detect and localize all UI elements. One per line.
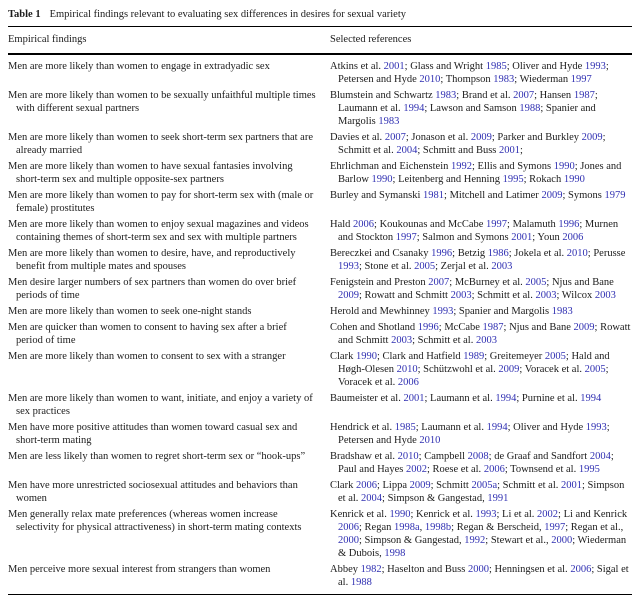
citation-year-link[interactable]: 2010 bbox=[566, 248, 588, 259]
reference-text: ; Schmitt bbox=[430, 480, 472, 491]
citation-year-link[interactable]: 1994 bbox=[580, 393, 602, 404]
reference-text: ; Townsend et al. bbox=[504, 464, 579, 475]
citation-year-link[interactable]: 1993 bbox=[432, 306, 454, 317]
reference-text: ; Ellis and Symons bbox=[472, 161, 554, 172]
citation-year-link[interactable]: 1989 bbox=[463, 351, 485, 362]
table-row bbox=[8, 420, 632, 449]
reference-text: ; Kenrick et al. bbox=[410, 509, 476, 520]
reference-text: ; Laumann et al. bbox=[424, 393, 496, 404]
finding-cell: Men are quicker than women to consent to having sex after a brief period of time bbox=[8, 322, 287, 346]
references-cell bbox=[330, 54, 632, 88]
citation-year-link[interactable]: 1996 bbox=[558, 219, 580, 230]
citation-year-link[interactable]: 1983 bbox=[493, 74, 515, 85]
table-row bbox=[8, 217, 632, 246]
reference-text: ; Jokela et al. bbox=[508, 248, 567, 259]
citation-year-link[interactable]: 2003 bbox=[475, 335, 497, 346]
table-row bbox=[8, 188, 632, 217]
reference-text: ; Leitenberg and Henning bbox=[392, 174, 503, 185]
reference-text: ; Hald and Høgh-Olesen bbox=[338, 351, 610, 375]
reference-text: ; Clark and Hatfield bbox=[376, 351, 464, 362]
citation-year-link[interactable]: 1990 bbox=[563, 174, 585, 185]
citation-year-link[interactable]: 1998 bbox=[384, 548, 406, 559]
table-caption-text: Empirical findings relevant to evaluating sex differences in desires for sexual variety bbox=[49, 9, 406, 20]
reference-text: ; Laumann et al. bbox=[338, 90, 598, 114]
citation-year-link[interactable]: 2007 bbox=[384, 132, 406, 143]
reference-text: ; Brand et al. bbox=[456, 90, 514, 101]
citation-year-link[interactable]: 2010 bbox=[396, 364, 418, 375]
reference-text: ; Betzig bbox=[452, 248, 488, 259]
references-cell bbox=[330, 420, 632, 449]
finding-cell: Men are more likely than women to engage in extradyadic sex bbox=[8, 61, 270, 72]
reference-text: Hendrick et al. bbox=[330, 422, 395, 433]
citation-year-link[interactable]: 2006 bbox=[397, 377, 419, 388]
citation-year-link[interactable]: 2000 bbox=[467, 564, 489, 575]
reference-text: ; Youn bbox=[532, 232, 563, 243]
citation-year-link[interactable]: 1987 bbox=[482, 322, 504, 333]
finding-cell: Men generally relax mate preferences (whereas women increase selectivity for physical attractiveness) in short-term mating contexts bbox=[8, 509, 302, 533]
reference-text: Clark bbox=[330, 351, 356, 362]
table-row bbox=[8, 349, 632, 391]
reference-text: Fenigstein and Preston bbox=[330, 277, 429, 288]
citation-year-link[interactable]: 1983 bbox=[435, 90, 457, 101]
table-row bbox=[8, 275, 632, 304]
reference-text: ; Zerjal et al. bbox=[435, 261, 492, 272]
references-cell bbox=[330, 304, 632, 320]
citation-year-link[interactable]: 1997 bbox=[486, 219, 508, 230]
reference-text: ; Simpson & Gangestad, bbox=[359, 535, 465, 546]
reference-text: ; Regan bbox=[359, 522, 394, 533]
table-row bbox=[8, 88, 632, 130]
reference-text: ; Roese et al. bbox=[426, 464, 484, 475]
reference-text: ; Schmitt et al. bbox=[497, 480, 562, 491]
finding-cell: Men perceive more sexual interest from strangers than women bbox=[8, 564, 271, 575]
citation-year-link[interactable]: 1996 bbox=[431, 248, 453, 259]
table-row bbox=[8, 130, 632, 159]
citation-year-link[interactable]: 2001 bbox=[403, 393, 425, 404]
finding-cell: Men are more likely than women to want, initiate, and enjoy a variety of sex practices bbox=[8, 393, 313, 417]
citation-year-link[interactable]: 2000 bbox=[338, 535, 359, 546]
reference-text: Baumeister et al. bbox=[330, 393, 404, 404]
citation-year-link[interactable]: 1990 bbox=[355, 351, 377, 362]
citation-year-link[interactable]: 2004 bbox=[589, 451, 611, 462]
citation-year-link[interactable]: 1992 bbox=[464, 535, 486, 546]
reference-text: ; Sigal et al. bbox=[338, 564, 629, 588]
reference-text: ; Mitchell and Latimer bbox=[444, 190, 542, 201]
table-body bbox=[8, 54, 632, 595]
reference-text: ; Regan et al., bbox=[565, 522, 624, 533]
reference-text: ; Njus and Bane bbox=[503, 322, 574, 333]
table-row bbox=[8, 478, 632, 507]
reference-text: ; Lawson and Samson bbox=[424, 103, 520, 114]
reference-text: Atkins et al. bbox=[330, 61, 384, 72]
reference-text: ; Malamuth bbox=[507, 219, 559, 230]
citation-year-link[interactable]: 1993 bbox=[475, 509, 497, 520]
reference-text: ; McBurney et al. bbox=[449, 277, 526, 288]
citation-year-link[interactable]: 1988 bbox=[350, 577, 372, 588]
finding-cell: Men desire larger numbers of sex partners than women do over brief periods of time bbox=[8, 277, 297, 301]
citation-year-link[interactable]: 2003 bbox=[391, 335, 413, 346]
references-cell bbox=[330, 188, 632, 217]
citation-year-link[interactable]: 2005a bbox=[471, 480, 498, 491]
citation-year-link[interactable]: 1990 bbox=[389, 509, 411, 520]
citation-year-link[interactable]: 2003 bbox=[450, 290, 472, 301]
citation-year-link[interactable]: 1979 bbox=[604, 190, 626, 201]
reference-text: ; Oliver and Hyde bbox=[507, 422, 586, 433]
references-cell bbox=[330, 320, 632, 349]
table-row bbox=[8, 159, 632, 188]
finding-cell: Men have more positive attitudes than women toward casual sex and short-term mating bbox=[8, 422, 298, 446]
citation-year-link[interactable]: 1993 bbox=[585, 422, 607, 433]
citation-year-link[interactable]: 2001 bbox=[511, 232, 533, 243]
citation-year-link[interactable]: 2004 bbox=[396, 145, 418, 156]
citation-year-link[interactable]: 2006 bbox=[562, 232, 584, 243]
citation-year-link[interactable]: 1983 bbox=[551, 306, 573, 317]
citation-year-link[interactable]: 2006 bbox=[483, 464, 505, 475]
reference-text: ; bbox=[520, 145, 523, 156]
citation-year-link[interactable]: 2006 bbox=[570, 564, 592, 575]
reference-text: Ehrlichman and Eichenstein bbox=[330, 161, 452, 172]
reference-text: ; Regan & Berscheid, bbox=[451, 522, 545, 533]
citation-year-link[interactable]: 2001 bbox=[383, 61, 405, 72]
table-row bbox=[8, 320, 632, 349]
reference-text: Herold and Mewhinney bbox=[330, 306, 433, 317]
citation-year-link[interactable]: 2002 bbox=[537, 509, 559, 520]
finding-cell: Men are more likely than women to have sexual fantasies involving short-term sex and multiple opposite-sex partners bbox=[8, 161, 293, 185]
reference-text: ; Glass and Wright bbox=[404, 61, 486, 72]
references-cell bbox=[330, 246, 632, 275]
citation-year-link[interactable]: 2004 bbox=[361, 493, 383, 504]
reference-text: Clark bbox=[330, 480, 356, 491]
citation-year-link[interactable]: 2005 bbox=[544, 351, 566, 362]
citation-year-link[interactable]: 2007 bbox=[428, 277, 450, 288]
reference-text: ; Schmitt et al. bbox=[471, 290, 536, 301]
reference-text: ; Schmitt et al. bbox=[412, 335, 476, 346]
citation-year-link[interactable]: 1993 bbox=[584, 61, 606, 72]
citation-year-link[interactable]: 2003 bbox=[491, 261, 513, 272]
citation-year-link[interactable]: 1995 bbox=[502, 174, 524, 185]
references-cell bbox=[330, 217, 632, 246]
reference-text: ; Li et al. bbox=[496, 509, 538, 520]
citation-year-link[interactable]: 1983 bbox=[378, 116, 400, 127]
citation-year-link[interactable]: 1997 bbox=[570, 74, 592, 85]
reference-text: ; Spanier and Margolis bbox=[453, 306, 552, 317]
citation-year-link[interactable]: 1985 bbox=[485, 61, 507, 72]
table-row bbox=[8, 54, 632, 88]
finding-cell: Men are more likely than women to pay for short-term sex with (male or female) prostitutes bbox=[8, 190, 314, 214]
reference-text: ; McCabe bbox=[438, 322, 483, 333]
reference-text: ; Salmon and Symons bbox=[416, 232, 512, 243]
reference-text: ; de Graaf and Sandfort bbox=[488, 451, 590, 462]
citation-year-link[interactable]: 2006 bbox=[353, 219, 375, 230]
reference-text: ; Koukounas and McCabe bbox=[374, 219, 487, 230]
citation-year-link[interactable]: 2000 bbox=[551, 535, 573, 546]
citation-year-link[interactable]: 1994 bbox=[495, 393, 517, 404]
reference-text: Burley and Symanski bbox=[330, 190, 424, 201]
reference-text: Abbey bbox=[330, 564, 361, 575]
citation-year-link[interactable]: 2006 bbox=[355, 480, 377, 491]
citation-year-link[interactable]: 1993 bbox=[338, 261, 359, 272]
reference-text: ; Li and Kenrick bbox=[558, 509, 628, 520]
reference-text: ; Rowatt and Schmitt bbox=[359, 290, 451, 301]
table-row bbox=[8, 304, 632, 320]
reference-text: ; Voracek et al. bbox=[519, 364, 585, 375]
reference-text: ; Schmitt and Buss bbox=[417, 145, 500, 156]
reference-text: Hald bbox=[330, 219, 354, 230]
reference-text: Blumstein and Schwartz bbox=[330, 90, 436, 101]
citation-year-link[interactable]: 2001 bbox=[499, 145, 521, 156]
table-row bbox=[8, 507, 632, 562]
citation-year-link[interactable]: 2010 bbox=[419, 435, 441, 446]
reference-text: ; Wiederman & Dubois, bbox=[338, 535, 627, 559]
references-cell bbox=[330, 449, 632, 478]
reference-text: ; Wilcox bbox=[556, 290, 595, 301]
reference-text: ; Campbell bbox=[418, 451, 468, 462]
reference-text: ; Hansen bbox=[534, 90, 574, 101]
column-header-selected-references: Selected references bbox=[330, 27, 632, 54]
finding-cell: Men are more likely than women to seek short-term sex partners that are already married bbox=[8, 132, 313, 156]
citation-year-link[interactable]: 2001 bbox=[561, 480, 583, 491]
citation-year-link[interactable]: 1996 bbox=[417, 322, 439, 333]
citation-year-link[interactable]: 2006 bbox=[338, 522, 359, 533]
citation-year-link[interactable]: 2002 bbox=[405, 464, 427, 475]
finding-cell: Men are more likely than women to enjoy sexual magazines and videos containing themes of short-term sex and sex with multiple partners bbox=[8, 219, 309, 243]
reference-text: ; Wiederman bbox=[514, 74, 571, 85]
table-row bbox=[8, 562, 632, 595]
citation-year-link[interactable]: 1985 bbox=[394, 422, 416, 433]
reference-text: Kenrick et al. bbox=[330, 509, 390, 520]
reference-text: ; Laumann et al. bbox=[415, 422, 487, 433]
reference-text: Cohen and Shotland bbox=[330, 322, 418, 333]
reference-text: ; Simpson & Gangestad, bbox=[382, 493, 488, 504]
reference-text: ; Oliver and Hyde bbox=[506, 61, 585, 72]
column-header-empirical-findings: Empirical findings bbox=[8, 27, 330, 54]
reference-text: , bbox=[419, 522, 425, 533]
citation-year-link[interactable]: 2003 bbox=[535, 290, 557, 301]
reference-text: ; Perusse bbox=[587, 248, 626, 259]
reference-text: ; Spanier and Margolis bbox=[338, 103, 596, 127]
reference-text: ; Stewart et al., bbox=[485, 535, 552, 546]
reference-text: ; Greitemeyer bbox=[484, 351, 545, 362]
references-cell bbox=[330, 507, 632, 562]
reference-text: ; Thompson bbox=[440, 74, 494, 85]
table-row bbox=[8, 391, 632, 420]
reference-text: ; Rokach bbox=[523, 174, 564, 185]
references-cell bbox=[330, 130, 632, 159]
references-cell bbox=[330, 159, 632, 188]
header-row bbox=[8, 27, 632, 54]
reference-text: ; Haselton and Buss bbox=[381, 564, 468, 575]
table-row bbox=[8, 449, 632, 478]
citation-year-link[interactable]: 1994 bbox=[403, 103, 425, 114]
citation-year-link[interactable]: 2003 bbox=[594, 290, 616, 301]
table-row bbox=[8, 246, 632, 275]
citation-year-link[interactable]: 1998a bbox=[394, 522, 420, 533]
citation-year-link[interactable]: 1991 bbox=[487, 493, 509, 504]
citation-year-link[interactable]: 2010 bbox=[397, 451, 419, 462]
references-cell bbox=[330, 88, 632, 130]
finding-cell: Men are more likely than women to consent to sex with a stranger bbox=[8, 351, 286, 362]
reference-text: ; Parker and Burkley bbox=[491, 132, 582, 143]
reference-text: ; Simpson et al. bbox=[338, 480, 625, 504]
citation-year-link[interactable]: 2005 bbox=[414, 261, 436, 272]
finding-cell: Men are more likely than women to be sexually unfaithful multiple times with different sexual partners bbox=[8, 90, 316, 114]
reference-text: ; Purnine et al. bbox=[516, 393, 581, 404]
references-cell bbox=[330, 349, 632, 391]
table-header bbox=[8, 27, 632, 54]
reference-text: ; Murnen and Stockton bbox=[338, 219, 619, 243]
citation-year-link[interactable]: 1988 bbox=[519, 103, 541, 114]
citation-year-link[interactable]: 2005 bbox=[584, 364, 606, 375]
citation-year-link[interactable]: 1998b bbox=[424, 522, 452, 533]
reference-text: ; Symons bbox=[562, 190, 605, 201]
citation-year-link[interactable]: 2009 bbox=[573, 322, 595, 333]
citation-year-link[interactable]: 2008 bbox=[467, 451, 489, 462]
citation-year-link[interactable]: 2009 bbox=[581, 132, 603, 143]
reference-text: ; Lippa bbox=[376, 480, 410, 491]
citation-year-link[interactable]: 2009 bbox=[498, 364, 520, 375]
finding-cell: Men are less likely than women to regret short-term sex or “hook-ups” bbox=[8, 451, 306, 462]
citation-year-link[interactable]: 1997 bbox=[544, 522, 566, 533]
citation-year-link[interactable]: 1997 bbox=[395, 232, 417, 243]
reference-text: ; Rowatt and Schmitt bbox=[338, 322, 631, 346]
reference-text: ; Stone et al. bbox=[359, 261, 415, 272]
citation-year-link[interactable]: 1982 bbox=[360, 564, 382, 575]
reference-text: ; Schützwohl et al. bbox=[417, 364, 499, 375]
reference-text: ; Petersen and Hyde bbox=[338, 422, 610, 446]
empirical-findings-table bbox=[8, 27, 632, 595]
reference-text: ; Voracek et al. bbox=[338, 364, 609, 388]
finding-cell: Men have more unrestricted sociosexual attitudes and behaviors than women bbox=[8, 480, 298, 504]
citation-year-link[interactable]: 1990 bbox=[371, 174, 393, 185]
finding-cell: Men are more likely than women to seek one-night stands bbox=[8, 306, 252, 317]
reference-text: Bereczkei and Csanaky bbox=[330, 248, 432, 259]
references-cell bbox=[330, 562, 632, 595]
references-cell bbox=[330, 391, 632, 420]
reference-text: ; Jonason et al. bbox=[405, 132, 471, 143]
citation-year-link[interactable]: 2009 bbox=[338, 290, 359, 301]
table-number-label: Table 1 bbox=[8, 9, 41, 20]
citation-year-link[interactable]: 1990 bbox=[553, 161, 575, 172]
table-caption bbox=[8, 6, 632, 27]
citation-year-link[interactable]: 2009 bbox=[470, 132, 492, 143]
reference-text: ; Henningsen et al. bbox=[488, 564, 571, 575]
citation-year-link[interactable]: 1987 bbox=[573, 90, 595, 101]
citation-year-link[interactable]: 1981 bbox=[423, 190, 445, 201]
citation-year-link[interactable]: 2005 bbox=[525, 277, 547, 288]
citation-year-link[interactable]: 1995 bbox=[578, 464, 600, 475]
references-cell bbox=[330, 275, 632, 304]
reference-text: ; Petersen and Hyde bbox=[338, 61, 609, 85]
reference-text: Davies et al. bbox=[330, 132, 385, 143]
citation-year-link[interactable]: 2010 bbox=[419, 74, 441, 85]
finding-cell: Men are more likely than women to desire, have, and reproductively benefit from multiple mates and spouses bbox=[8, 248, 296, 272]
reference-text: ; Schmitt et al. bbox=[338, 132, 606, 156]
reference-text: ; Paul and Hayes bbox=[338, 451, 614, 475]
references-cell bbox=[330, 478, 632, 507]
reference-text: Bradshaw et al. bbox=[330, 451, 398, 462]
citation-year-link[interactable]: 2009 bbox=[409, 480, 431, 491]
citation-year-link[interactable]: 1994 bbox=[486, 422, 508, 433]
reference-text: ; Njus and Bane bbox=[546, 277, 614, 288]
citation-year-link[interactable]: 2009 bbox=[541, 190, 563, 201]
citation-year-link[interactable]: 2007 bbox=[513, 90, 535, 101]
reference-text: ; Jones and Barlow bbox=[338, 161, 622, 185]
citation-year-link[interactable]: 1986 bbox=[487, 248, 509, 259]
citation-year-link[interactable]: 1992 bbox=[451, 161, 473, 172]
